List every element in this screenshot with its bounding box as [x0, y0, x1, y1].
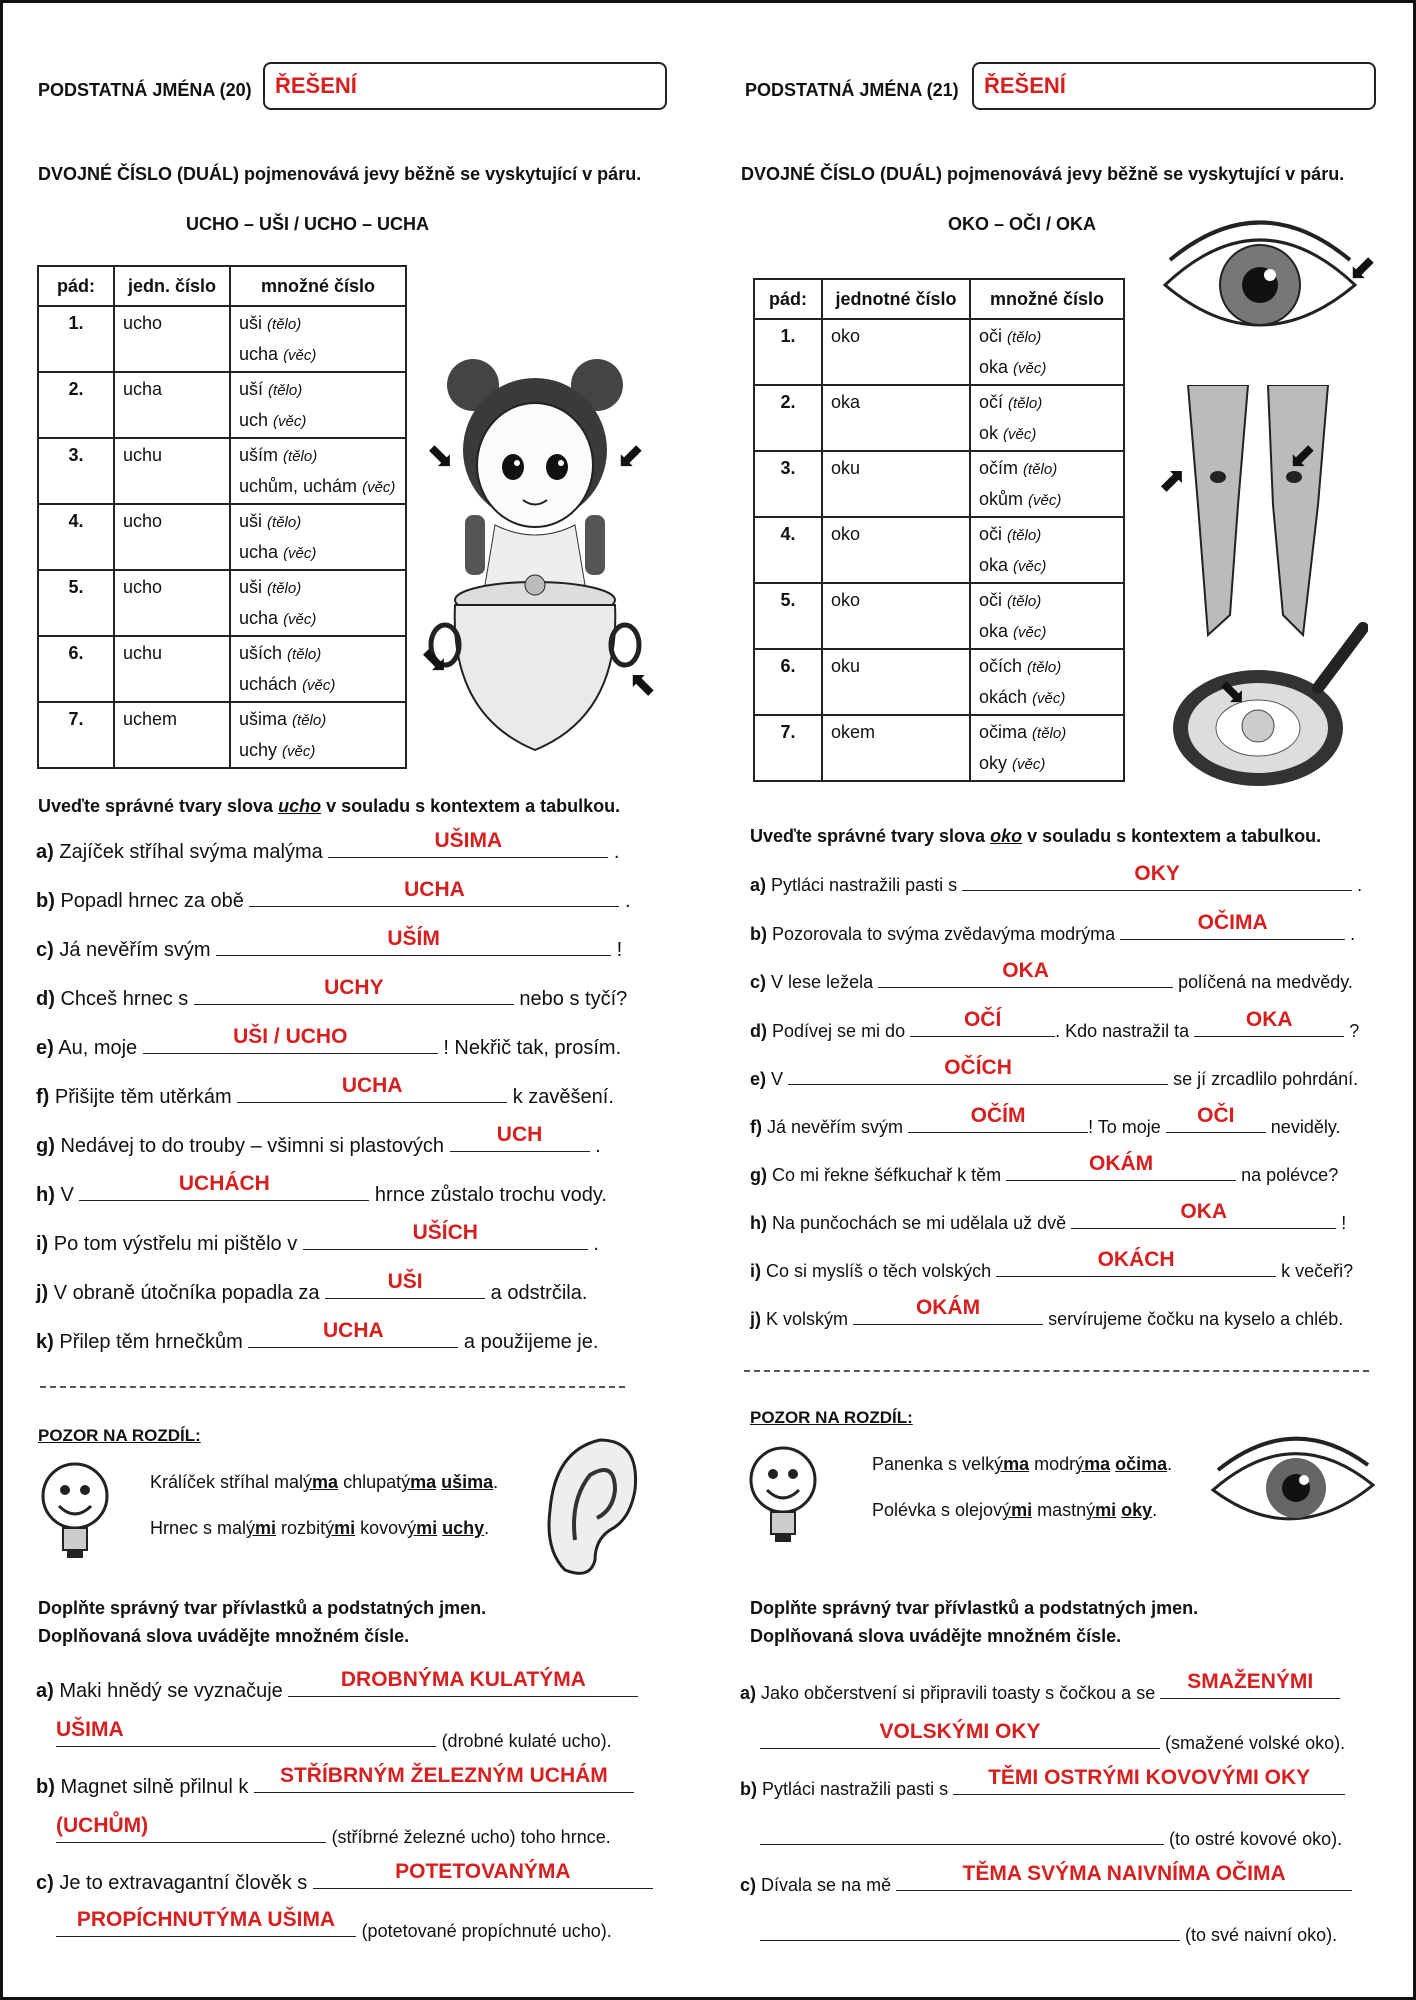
case-number: 3. — [38, 438, 114, 504]
exercise-item: b) Popadl hrnec za obě UCHA . — [36, 878, 631, 912]
answer: POTETOVANÝMA — [395, 1860, 571, 1883]
answer: OKA — [1245, 1008, 1293, 1031]
exercise-item: d) Chceš hrnec s UCHY nebo s tyčí? — [36, 976, 628, 1010]
singular-form: uchem — [114, 702, 230, 768]
case-number: 1. — [38, 306, 114, 372]
answer: OČÍCH — [944, 1056, 1012, 1079]
th-plural: množné číslo — [230, 266, 406, 306]
singular-form: oku — [822, 649, 970, 715]
singular-form: oku — [822, 451, 970, 517]
plural-forms: ušima (tělo) uchy (věc) — [230, 702, 406, 768]
eye-closeup-illustration — [1208, 1430, 1378, 1540]
exercise-item: h) Na punčochách se mi udělala už dvě OKA ! — [750, 1200, 1347, 1233]
answer: UŠÍCH — [412, 1221, 478, 1244]
answer: UŠI / UCHO — [233, 1025, 348, 1048]
singular-form: oko — [822, 517, 970, 583]
exercise-item: j) V obraně útočníka popadla za UŠI a odstrčila. — [36, 1270, 588, 1304]
answer: OČÍM — [970, 1104, 1026, 1127]
table-row — [38, 636, 406, 702]
plural-forms: očím (tělo) okům (věc) — [970, 451, 1124, 517]
worksheet-title: PODSTATNÁ JMÉNA (21) — [745, 80, 959, 100]
exercise-2a-cont: UŠIMA (drobné kulaté ucho). — [56, 1718, 612, 1751]
solution-box — [263, 62, 667, 110]
plural-forms: uši (tělo) ucha (věc) — [230, 570, 406, 636]
exercise-item: e) Au, moje UŠI / UCHO ! Nekřič tak, prosím. — [36, 1025, 622, 1059]
exercise-item: e) V OČÍCH se jí zrcadlilo pohrdání. — [750, 1056, 1359, 1089]
answer: (UCHŮM) — [56, 1814, 149, 1837]
table-row — [754, 517, 1124, 583]
plural-forms: uši (tělo) ucha (věc) — [230, 306, 406, 372]
task-keyword: ucho — [278, 796, 322, 816]
singular-form: ucha — [114, 372, 230, 438]
arrow-icon: ⬊ — [426, 437, 455, 475]
arrow-icon: ⬋ — [1348, 249, 1377, 287]
declension-table — [753, 278, 1125, 782]
pozor-heading: POZOR NA ROZDÍL: — [750, 1408, 913, 1427]
plural-forms: uších (tělo) uchách (věc) — [230, 636, 406, 702]
case-number: 6. — [38, 636, 114, 702]
exercise-item: i) Po tom výstřelu mi pištělo v UŠÍCH . — [36, 1221, 599, 1255]
th-plural: množné číslo — [970, 279, 1124, 319]
case-number: 4. — [754, 517, 822, 583]
table-header-row — [754, 279, 1124, 319]
task-2-line-1: Doplňte správný tvar přívlastků a podstatných jmen. — [38, 1598, 487, 1618]
exercise-item: c) V lese ležela OKA políčená na medvědy. — [750, 959, 1353, 992]
task-text: v souladu s kontextem a tabulkou. — [1022, 826, 1322, 846]
table-row — [38, 306, 406, 372]
case-number: 6. — [754, 649, 822, 715]
task-text: v souladu s kontextem a tabulkou. — [321, 796, 621, 816]
table-row — [38, 504, 406, 570]
case-number: 3. — [754, 451, 822, 517]
case-number: 2. — [38, 372, 114, 438]
worksheet-20 — [0, 0, 690, 2000]
answer: OČÍ — [963, 1008, 1002, 1031]
task-text: Uveďte správné tvary slova — [38, 796, 279, 816]
plural-forms: očí (tělo) ok (věc) — [970, 385, 1124, 451]
answer: OČIMA — [1197, 911, 1268, 934]
exercise-item: a) Pytláci nastražili pasti s OKY . — [750, 862, 1363, 895]
exercise-item: a) Zajíček stříhal svýma malýma UŠIMA . — [36, 829, 620, 863]
answer: UCHA — [322, 1319, 384, 1342]
task-text: Uveďte správné tvary slova — [750, 826, 991, 846]
answer: SMAŽENÝMI — [1187, 1670, 1314, 1693]
singular-form: okem — [822, 715, 970, 781]
intro-text: DVOJNÉ ČÍSLO (DUÁL) pojmenovává jevy běžně se vyskytující v páru. — [741, 164, 1345, 184]
divider — [40, 1386, 625, 1388]
divider — [744, 1370, 1369, 1372]
answer: OKY — [1134, 862, 1180, 885]
singular-form: ucho — [114, 504, 230, 570]
answer: OČI — [1197, 1104, 1235, 1127]
arrow-icon: ⬉ — [628, 665, 657, 703]
answer: UŠIMA — [56, 1718, 124, 1741]
answer: DROBNÝMA KULATÝMA — [340, 1668, 586, 1691]
singular-form: oko — [822, 319, 970, 385]
legs-illustration — [1168, 385, 1348, 645]
answer: UCHÁCH — [178, 1172, 270, 1195]
plural-forms: očích (tělo) okách (věc) — [970, 649, 1124, 715]
th-singular: jednotné číslo — [822, 279, 970, 319]
exercise-item: b) Pozorovala to svýma zvědavýma modrýma OČIMA . — [750, 911, 1356, 944]
plural-forms: uším (tělo) uchům, uchám (věc) — [230, 438, 406, 504]
example-sentence-1: Panenka s velkýma modrýma očima. — [872, 1454, 1173, 1474]
answer: TĚMA SVÝMA NAIVNÍMA OČIMA — [962, 1862, 1286, 1885]
pozor-heading: POZOR NA ROZDÍL: — [38, 1426, 201, 1445]
task-2-line-2: Doplňovaná slova uvádějte množném čísle. — [750, 1626, 1122, 1646]
exercise-2b-cont: (to ostré kovové oko). — [760, 1822, 1342, 1850]
exercise-2a: a) Maki hnědý se vyznačuje DROBNÝMA KULATÝMA — [36, 1674, 638, 1703]
lightbulb-icon — [743, 1440, 823, 1550]
solution-label: ŘEŠENÍ — [984, 73, 1066, 98]
exercise-item: g) Co mi řekne šéfkuchař k těm OKÁM na polévce? — [750, 1152, 1339, 1185]
plural-forms: uši (tělo) ucha (věc) — [230, 504, 406, 570]
task-1-instruction — [38, 796, 620, 817]
answer: UŠÍM — [387, 927, 440, 950]
exercise-2c-cont: PROPÍCHNUTÝMA UŠIMA (potetované propíchnuté ucho). — [56, 1914, 612, 1943]
pair-text: OKO – OČI / OKA — [948, 214, 1097, 234]
exercise-item: c) Já nevěřím svým UŠÍM ! — [36, 927, 623, 961]
case-number: 7. — [754, 715, 822, 781]
exercise-item: i) Co si myslíš o těch volských OKÁCH k večeři? — [750, 1248, 1354, 1281]
table-row — [754, 319, 1124, 385]
answer: STŘÍBRNÝM ŽELEZNÝM UCHÁM — [279, 1764, 608, 1787]
table-header-row — [38, 266, 406, 306]
table-row — [38, 438, 406, 504]
solution-box — [972, 62, 1376, 110]
arrow-icon: ⬋ — [1288, 437, 1317, 475]
answer: VOLSKÝMI OKY — [879, 1720, 1041, 1743]
girl-with-pot-illustration — [425, 355, 645, 775]
exercise-2b-cont: (UCHŮM) (stříbrné železné ucho) toho hrnce. — [56, 1814, 611, 1847]
singular-form: ucho — [114, 570, 230, 636]
answer: UCHY — [324, 976, 384, 999]
table-row — [38, 570, 406, 636]
th-singular: jedn. číslo — [114, 266, 230, 306]
arrow-icon: ⬊ — [1218, 673, 1247, 711]
answer: UCH — [496, 1123, 543, 1146]
lightbulb-icon — [35, 1456, 115, 1566]
case-number: 4. — [38, 504, 114, 570]
answer: UCHA — [404, 878, 465, 901]
case-number: 1. — [754, 319, 822, 385]
answer: UCHA — [341, 1074, 403, 1097]
example-sentence-2: Polévka s olejovými mastnými oky. — [872, 1500, 1158, 1520]
intro-text: DVOJNÉ ČÍSLO (DUÁL) pojmenovává jevy běžně se vyskytující v páru. — [38, 164, 642, 184]
table-row — [754, 451, 1124, 517]
exercise-2b: b) Pytláci nastražili pasti s TĚMI OSTRÝMI KOVOVÝMI OKY — [740, 1772, 1345, 1800]
pair-text: UCHO – UŠI / UCHO – UCHA — [186, 214, 430, 234]
exercise-2c: c) Dívala se na mě TĚMA SVÝMA NAIVNÍMA OČIMA — [740, 1868, 1352, 1896]
frying-pan-illustration — [1168, 618, 1368, 798]
example-sentence-2: Hrnec s malými rozbitými kovovými uchy. — [150, 1518, 490, 1538]
case-number: 5. — [754, 583, 822, 649]
example-sentence-1: Králíček stříhal malýma chlupatýma ušima. — [150, 1472, 499, 1492]
plural-forms: oči (tělo) oka (věc) — [970, 517, 1124, 583]
arrow-icon: ⬊ — [420, 641, 449, 679]
case-number: 5. — [38, 570, 114, 636]
arrow-icon: ⬈ — [1158, 461, 1187, 499]
table-row — [754, 583, 1124, 649]
case-number: 7. — [38, 702, 114, 768]
exercise-item: f) Přišijte těm utěrkám UCHA k zavěšení. — [36, 1074, 614, 1108]
th-case: pád: — [38, 266, 114, 306]
answer: TĚMI OSTRÝMI KOVOVÝMI OKY — [988, 1766, 1311, 1789]
singular-form: oko — [822, 583, 970, 649]
task-1-instruction — [750, 826, 1321, 847]
exercise-item: k) Přilep těm hrnečkům UCHA a použijeme je. — [36, 1319, 599, 1353]
exercise-item: d) Podívej se mi do OČÍ . Kdo nastražil ta OKA ? — [750, 1008, 1360, 1041]
answer: OKÁM — [1089, 1152, 1154, 1175]
exercise-2b: b) Magnet silně přilnul k STŘÍBRNÝM ŽELEZNÝM UCHÁM — [36, 1770, 634, 1799]
solution-label: ŘEŠENÍ — [275, 73, 357, 98]
table-row — [38, 372, 406, 438]
exercise-item: h) V UCHÁCH hrnce zůstalo trochu vody. — [36, 1172, 607, 1206]
answer: PROPÍCHNUTÝMA UŠIMA — [76, 1908, 336, 1931]
declension-table — [37, 265, 407, 769]
plural-forms: oči (tělo) oka (věc) — [970, 319, 1124, 385]
exercise-2c: c) Je to extravagantní člověk s POTETOVANÝMA — [36, 1866, 653, 1895]
singular-form: uchu — [114, 438, 230, 504]
singular-form: uchu — [114, 636, 230, 702]
worksheet-21 — [708, 0, 1398, 2000]
answer: UŠIMA — [434, 829, 503, 852]
answer: OKA — [1002, 959, 1049, 982]
table-row — [754, 385, 1124, 451]
arrow-icon: ⬋ — [616, 437, 645, 475]
table-row — [754, 649, 1124, 715]
table-row — [754, 715, 1124, 781]
worksheet-title: PODSTATNÁ JMÉNA (20) — [38, 80, 252, 100]
answer: OKÁCH — [1097, 1248, 1175, 1271]
plural-forms: oči (tělo) oka (věc) — [970, 583, 1124, 649]
exercise-item: f) Já nevěřím svým OČÍM ! To moje OČI neviděly. — [750, 1104, 1341, 1137]
exercise-item: g) Nedávej to do trouby – všimni si plastových UCH . — [36, 1123, 601, 1157]
table-row — [38, 702, 406, 768]
singular-form: oka — [822, 385, 970, 451]
exercise-2a-cont: VOLSKÝMI OKY (smažené volské oko). — [760, 1726, 1345, 1754]
answer: OKÁM — [915, 1296, 981, 1319]
plural-forms: očima (tělo) oky (věc) — [970, 715, 1124, 781]
th-case: pád: — [754, 279, 822, 319]
singular-form: ucho — [114, 306, 230, 372]
task-2-line-1: Doplňte správný tvar přívlastků a podstatných jmen. — [750, 1598, 1199, 1618]
answer: UŠI — [387, 1270, 423, 1293]
task-2-line-2: Doplňovaná slova uvádějte množném čísle. — [38, 1626, 410, 1646]
exercise-2c-cont: (to své naivní oko). — [760, 1918, 1337, 1946]
exercise-2a: a) Jako občerstvení si připravili toasty s čočkou a se SMAŽENÝMI — [740, 1676, 1340, 1704]
exercise-item: j) K volským OKÁM servírujeme čočku na kyselo a chléb. — [750, 1296, 1344, 1329]
ear-illustration — [535, 1430, 645, 1580]
answer: OKA — [1180, 1200, 1228, 1223]
eye-illustration — [1160, 200, 1360, 370]
case-number: 2. — [754, 385, 822, 451]
task-keyword: oko — [990, 826, 1023, 846]
plural-forms: uší (tělo) uch (věc) — [230, 372, 406, 438]
